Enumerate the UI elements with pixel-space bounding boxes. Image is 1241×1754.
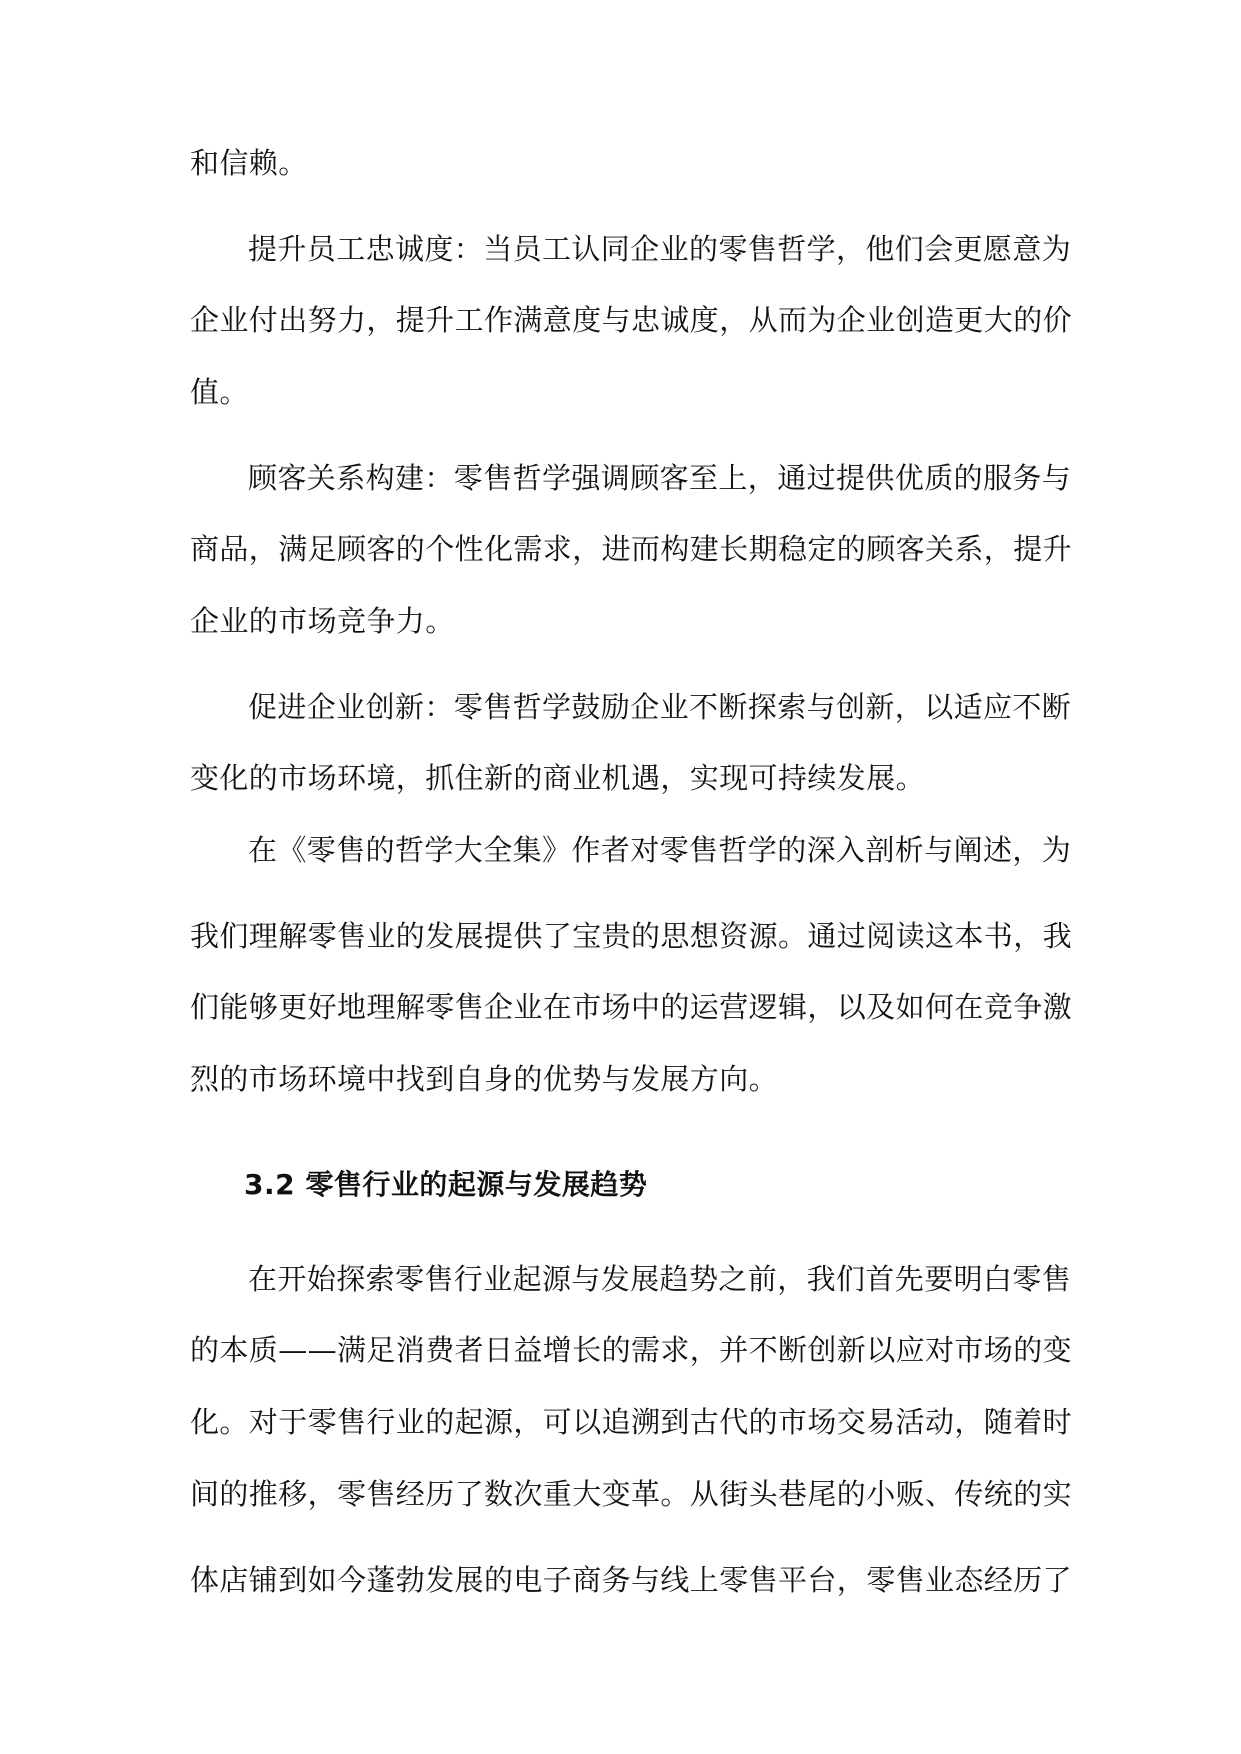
text-line: 体店铺到如今蓬勃发展的电子商务与线上零售平台，零售业态经历了	[190, 1563, 1073, 1597]
text-line: 企业的市场竞争力。	[190, 604, 455, 638]
text-line: 提升员工忠诚度：当员工认同企业的零售哲学，他们会更愿意为	[248, 232, 1072, 266]
text-line: 和信赖。	[190, 146, 308, 180]
text-line: 值。	[190, 375, 249, 409]
text-line: 促进企业创新：零售哲学鼓励企业不断探索与创新，以适应不断	[248, 690, 1072, 724]
text-line: 间的推移，零售经历了数次重大变革。从街头巷尾的小贩、传统的实	[190, 1477, 1073, 1511]
text-line: 变化的市场环境，抓住新的商业机遇，实现可持续发展。	[190, 761, 926, 795]
text-line: 在开始探索零售行业起源与发展趋势之前，我们首先要明白零售	[248, 1262, 1072, 1296]
text-line: 的本质——满足消费者日益增长的需求，并不断创新以应对市场的变	[190, 1333, 1073, 1367]
text-line: 在《零售的哲学大全集》作者对零售哲学的深入剖析与阐述，为	[248, 833, 1072, 867]
text-line: 化。对于零售行业的起源，可以追溯到古代的市场交易活动，随着时	[190, 1405, 1073, 1439]
text-line: 我们理解零售业的发展提供了宝贵的思想资源。通过阅读这本书，我	[190, 919, 1073, 953]
text-line: 顾客关系构建：零售哲学强调顾客至上，通过提供优质的服务与	[248, 461, 1072, 495]
section-heading: 3.2 零售行业的起源与发展趋势	[244, 1168, 648, 1201]
text-line: 企业付出努力，提升工作满意度与忠诚度，从而为企业创造更大的价	[190, 303, 1073, 337]
text-line: 烈的市场环境中找到自身的优势与发展方向。	[190, 1062, 779, 1096]
text-line: 商品，满足顾客的个性化需求，进而构建长期稳定的顾客关系，提升	[190, 532, 1073, 566]
text-line: 们能够更好地理解零售企业在市场中的运营逻辑，以及如何在竞争激	[190, 990, 1073, 1024]
